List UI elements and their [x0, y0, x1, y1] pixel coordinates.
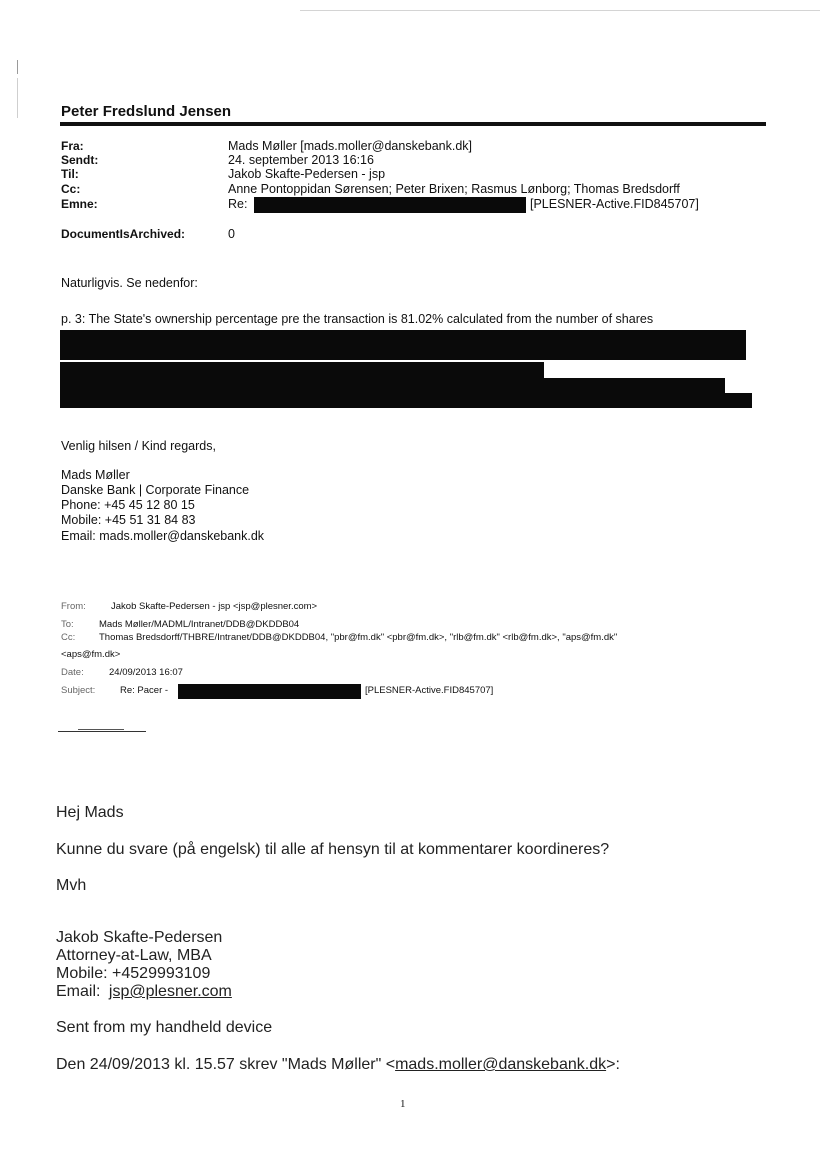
signature-name: Mads Møller [61, 468, 130, 482]
subject-label: Emne: [61, 197, 98, 211]
fwd-from-value: Jakob Skafte-Pedersen - jsp <jsp@plesner.com> [111, 601, 318, 612]
archived-label: DocumentIsArchived: [61, 227, 186, 241]
fwd-subject-redaction [178, 684, 361, 699]
body-redaction [60, 330, 746, 360]
sent-label: Sendt: [61, 153, 99, 167]
fwd-subject-prefix: Re: Pacer - [120, 685, 169, 696]
quote-suffix: >: [606, 1056, 620, 1073]
scan-artifact-mark [17, 60, 18, 74]
signature-company: Danske Bank | Corporate Finance [61, 483, 250, 497]
subject-suffix: [PLESNER-Active.FID845707] [530, 197, 699, 211]
sent-value: 24. september 2013 16:16 [228, 153, 374, 167]
fwd-from-label: From: [61, 601, 86, 612]
separator-line [78, 729, 124, 730]
scan-artifact-mark [17, 78, 18, 118]
body-regards: Venlig hilsen / Kind regards, [61, 439, 216, 453]
fwd-cc-continued: <aps@fm.dk> [61, 649, 121, 660]
page-number: 1 [400, 1098, 406, 1110]
signature-mobile: Mobile: +45 51 31 84 83 [61, 513, 196, 527]
body-point: p. 3: The State's ownership percentage pre the transaction is 81.02% calculated from the number of shares [61, 312, 654, 326]
cc-value: Anne Pontoppidan Sørensen; Peter Brixen; Rasmus Lønborg; Thomas Bredsdorff [228, 182, 680, 196]
reply-email-label: Email: [56, 983, 101, 1000]
separator-line [58, 731, 146, 732]
fwd-to-label: To: [61, 619, 74, 630]
reply-signature-title: Attorney-at-Law, MBA [56, 947, 212, 964]
scan-artifact-line [300, 10, 820, 11]
body-greeting: Naturligvis. Se nedenfor: [61, 276, 198, 290]
body-redaction [60, 362, 544, 378]
fwd-subject-suffix: [PLESNER-Active.FID845707] [365, 685, 494, 696]
reply-signature-mobile: Mobile: +4529993109 [56, 965, 211, 982]
reply-signature-email-row [56, 983, 232, 1001]
device-note: Sent from my handheld device [56, 1019, 273, 1036]
reply-signature-name: Jakob Skafte-Pedersen [56, 929, 223, 946]
quote-prefix: Den 24/09/2013 kl. 15.57 skrev "Mads Møller" < [56, 1056, 396, 1073]
fwd-cc-label: Cc: [61, 632, 76, 643]
fwd-cc-value: Thomas Bredsdorff/THBRE/Intranet/DDB@DKDDB04, "pbr@fm.dk" <pbr@fm.dk>, "rlb@fm.dk" <rlb@fm.dk>, "aps@fm.dk" [99, 632, 618, 643]
fwd-subject-label: Subject: [61, 685, 96, 696]
body-redaction [60, 393, 752, 408]
to-label: Til: [61, 167, 79, 181]
fwd-date-value: 24/09/2013 16:07 [109, 667, 183, 678]
quote-email-link[interactable]: mads.moller@danskebank.dk [395, 1056, 607, 1073]
fwd-to-value: Mads Møller/MADML/Intranet/DDB@DKDDB04 [99, 619, 300, 630]
sender-name: Peter Fredslund Jensen [61, 103, 232, 120]
body-redaction [60, 378, 725, 394]
reply-question: Kunne du svare (på engelsk) til alle af hensyn til at kommentarer koordineres? [56, 841, 610, 858]
cc-label: Cc: [61, 182, 81, 196]
archived-value: 0 [228, 227, 235, 241]
from-label: Fra: [61, 139, 84, 153]
header-rule [60, 122, 766, 126]
signature-phone: Phone: +45 45 12 80 15 [61, 498, 195, 512]
subject-redaction [254, 197, 526, 213]
reply-greeting: Hej Mads [56, 804, 124, 821]
signature-email: Email: mads.moller@danskebank.dk [61, 529, 265, 543]
quote-header [56, 1056, 620, 1074]
reply-email-link[interactable]: jsp@plesner.com [108, 983, 232, 1000]
from-value: Mads Møller [mads.moller@danskebank.dk] [228, 139, 473, 153]
fwd-date-label: Date: [61, 667, 84, 678]
subject-prefix: Re: [228, 197, 248, 211]
reply-closing: Mvh [56, 877, 87, 894]
to-value: Jakob Skafte-Pedersen - jsp [228, 167, 386, 181]
